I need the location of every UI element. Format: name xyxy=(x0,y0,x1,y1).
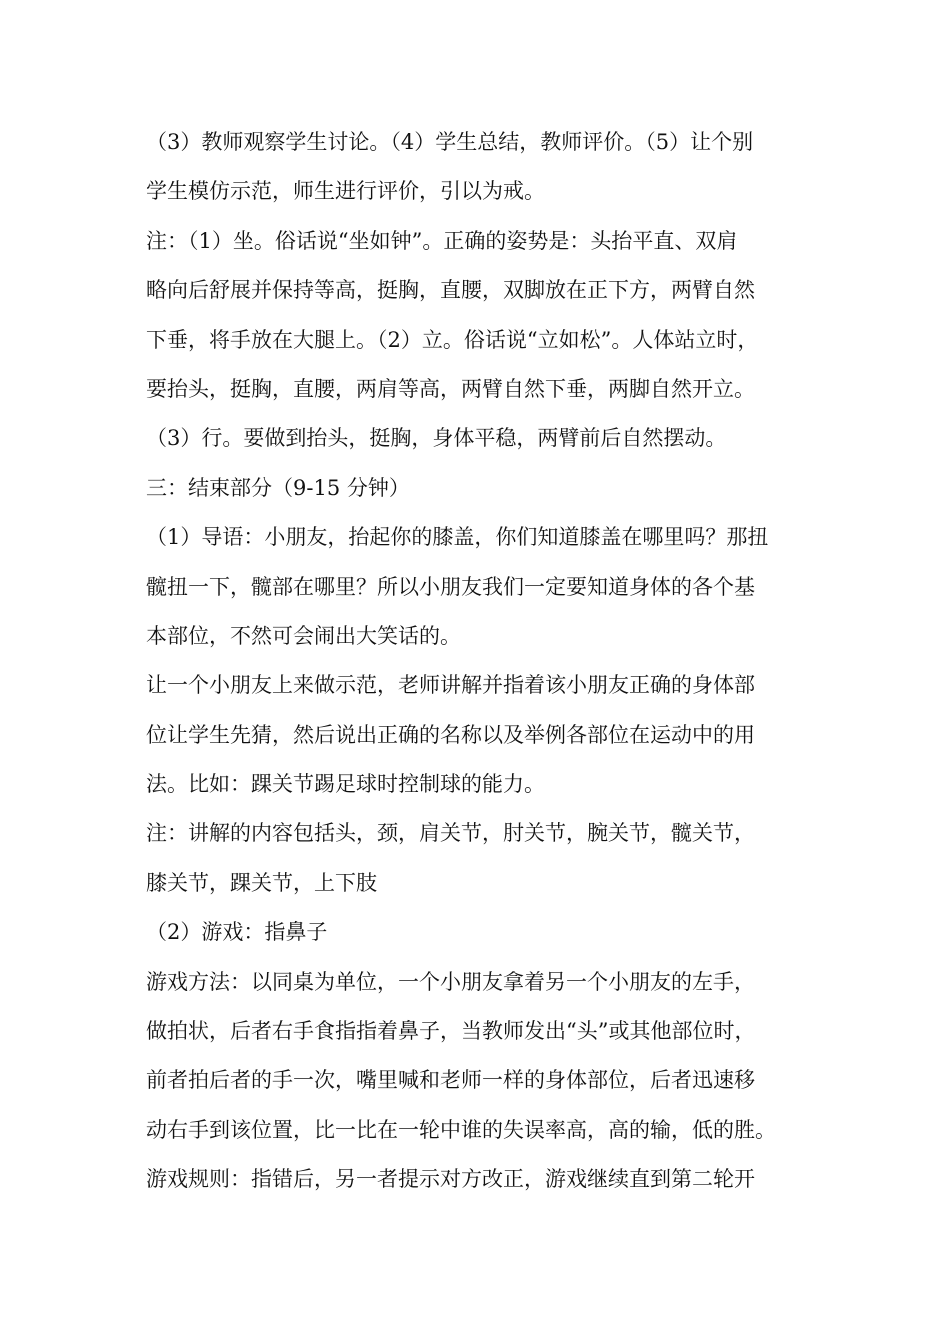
text-line: 做拍状，后者右手食指指着鼻子，当教师发出“头”或其他部位时， xyxy=(146,1019,756,1044)
text-line: 游戏规则：指错后，另一者提示对方改正，游戏继续直到第二轮开 xyxy=(146,1167,755,1192)
section-heading: 三：结束部分（9-15 分钟） xyxy=(146,475,410,500)
text-line: 注：讲解的内容包括头，颈，肩关节，肘关节，腕关节，髋关节， xyxy=(146,821,755,846)
text-line: 髋扭一下，髋部在哪里？所以小朋友我们一定要知道身体的各个基 xyxy=(146,574,755,599)
text-line: 动右手到该位置，比一比在一轮中谁的失误率高，高的输，低的胜。 xyxy=(146,1117,776,1142)
text-line: 膝关节，踝关节，上下肢 xyxy=(146,870,377,895)
body-text xyxy=(146,122,826,1209)
text-line: 位让学生先猜，然后说出正确的名称以及举例各部位在运动中的用 xyxy=(146,722,755,747)
text-line: （3）行。要做到抬头，挺胸，身体平稳，两臂前后自然摆动。 xyxy=(146,426,727,451)
text-line: （1）导语：小朋友，抬起你的膝盖，你们知道膝盖在哪里吗？那扭 xyxy=(146,525,769,550)
text-line: 学生模仿示范，师生进行评价，引以为戒。 xyxy=(146,179,545,204)
text-line: 略向后舒展并保持等高，挺胸，直腰，双脚放在正下方，两臂自然 xyxy=(146,278,755,303)
text-line: （2）游戏：指鼻子 xyxy=(146,920,328,945)
text-line: 注：（1）坐。俗话说“坐如钟”。正确的姿势是：头抬平直、双肩 xyxy=(146,228,738,253)
text-line: 游戏方法：以同桌为单位，一个小朋友拿着另一个小朋友的左手， xyxy=(146,969,755,994)
text-line: 下垂，将手放在大腿上。（2）立。俗话说“立如松”。人体站立时， xyxy=(146,327,759,352)
text-line: 本部位，不然可会闹出大笑话的。 xyxy=(146,623,461,648)
text-line: 让一个小朋友上来做示范，老师讲解并指着该小朋友正确的身体部 xyxy=(146,673,755,698)
text-line: 法。比如：踝关节踢足球时控制球的能力。 xyxy=(146,772,545,797)
text-line: （3）教师观察学生讨论。（4）学生总结，教师评价。（5）让个别 xyxy=(146,130,754,154)
text-line: 要抬头，挺胸，直腰，两肩等高，两臂自然下垂，两脚自然开立。 xyxy=(146,376,755,401)
text-line: 前者拍后者的手一次，嘴里喊和老师一样的身体部位，后者迅速移 xyxy=(146,1068,755,1093)
